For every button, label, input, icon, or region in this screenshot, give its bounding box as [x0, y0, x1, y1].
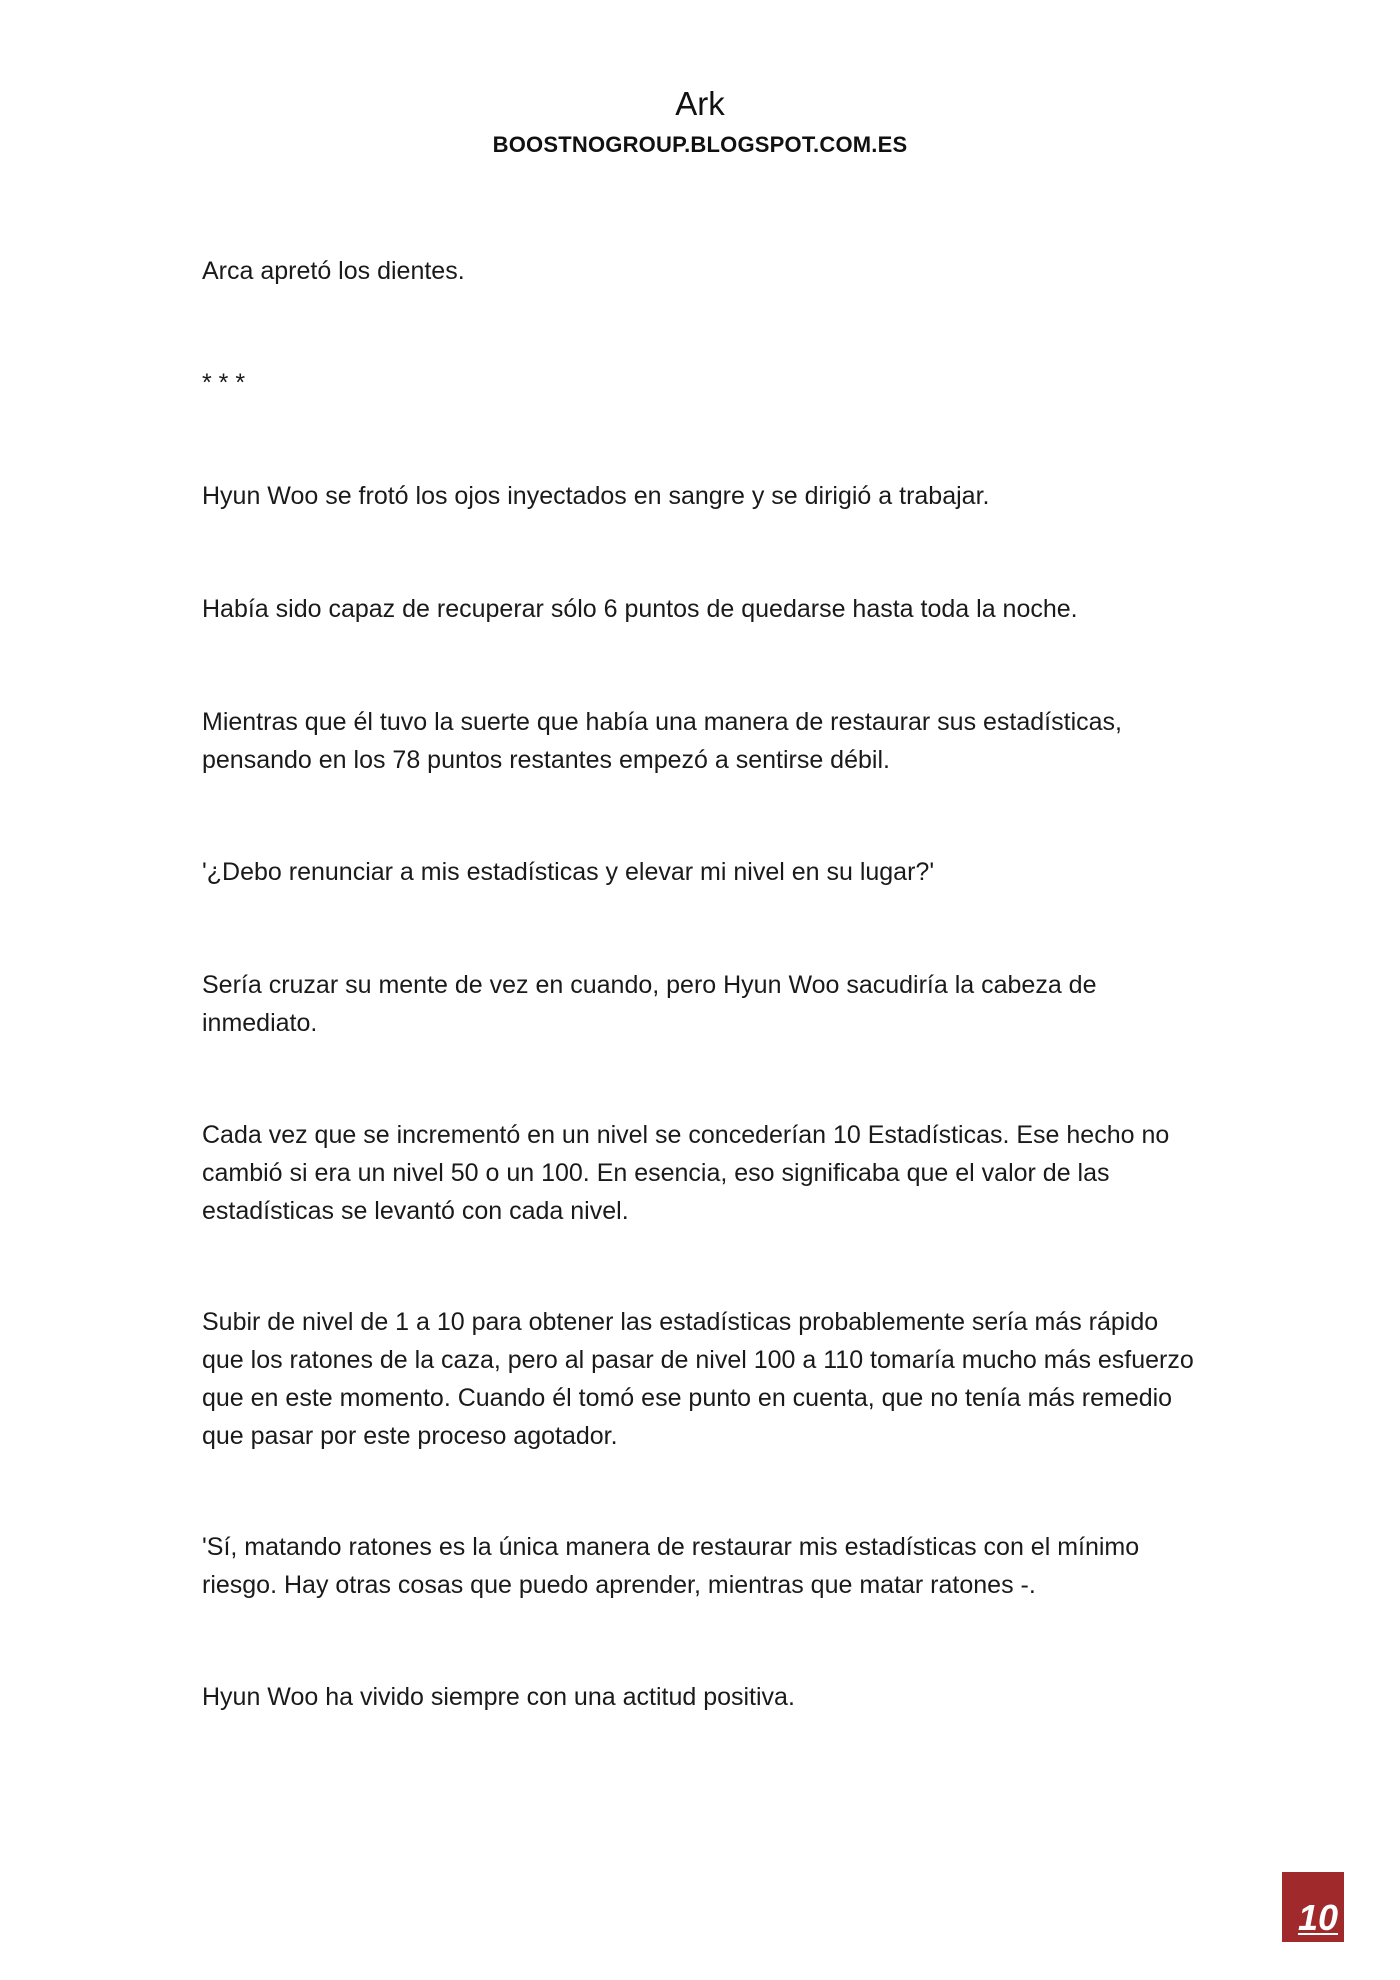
paragraph: Subir de nivel de 1 a 10 para obtener las estadísticas probablemente sería más rápido que los ratones de la caza, pero al pasar de nivel 100 a 110 tomaría mucho más esfuerzo que en este momento. Cuando él tomó ese punto en cuenta, que no tenía más remedio que pasar por este proceso agotador. [202, 1308, 1194, 1450]
document-subtitle: BOOSTNOGROUP.BLOGSPOT.COM.ES [492, 132, 908, 157]
paragraph: Sería cruzar su mente de vez en cuando, pero Hyun Woo sacudiría la cabeza de inmediato. [202, 971, 1097, 1037]
paragraph: Hyun Woo ha vivido siempre con una actitud positiva. [202, 1683, 795, 1711]
scene-break: * * * [202, 369, 246, 397]
paragraph: 'Sí, matando ratones es la única manera de restaurar mis estadísticas con el mínimo riesgo. Hay otras cosas que puedo aprender, mientras que matar ratones -. [202, 1533, 1140, 1599]
document-title: Ark [675, 85, 725, 122]
page-header [0, 84, 1400, 158]
page-number: 10 [1297, 1897, 1338, 1938]
paragraph: Mientras que él tuvo la suerte que había una manera de restaurar sus estadísticas, pensando en los 78 puntos restantes empezó a sentirse débil. [202, 708, 1122, 774]
paragraph: Hyun Woo se frotó los ojos inyectados en sangre y se dirigió a trabajar. [202, 482, 990, 510]
page-number-badge [1282, 1872, 1344, 1942]
paragraph: Había sido capaz de recuperar sólo 6 puntos de quedarse hasta toda la noche. [202, 595, 1078, 623]
paragraph: Cada vez que se incrementó en un nivel se concederían 10 Estadísticas. Ese hecho no cambió si era un nivel 50 o un 100. En esencia, eso significaba que el valor de las estadísticas se levantó con cada nivel. [202, 1121, 1170, 1225]
paragraph: Arca apretó los dientes. [202, 257, 465, 285]
paragraph: '¿Debo renunciar a mis estadísticas y elevar mi nivel en su lugar?' [202, 858, 935, 886]
